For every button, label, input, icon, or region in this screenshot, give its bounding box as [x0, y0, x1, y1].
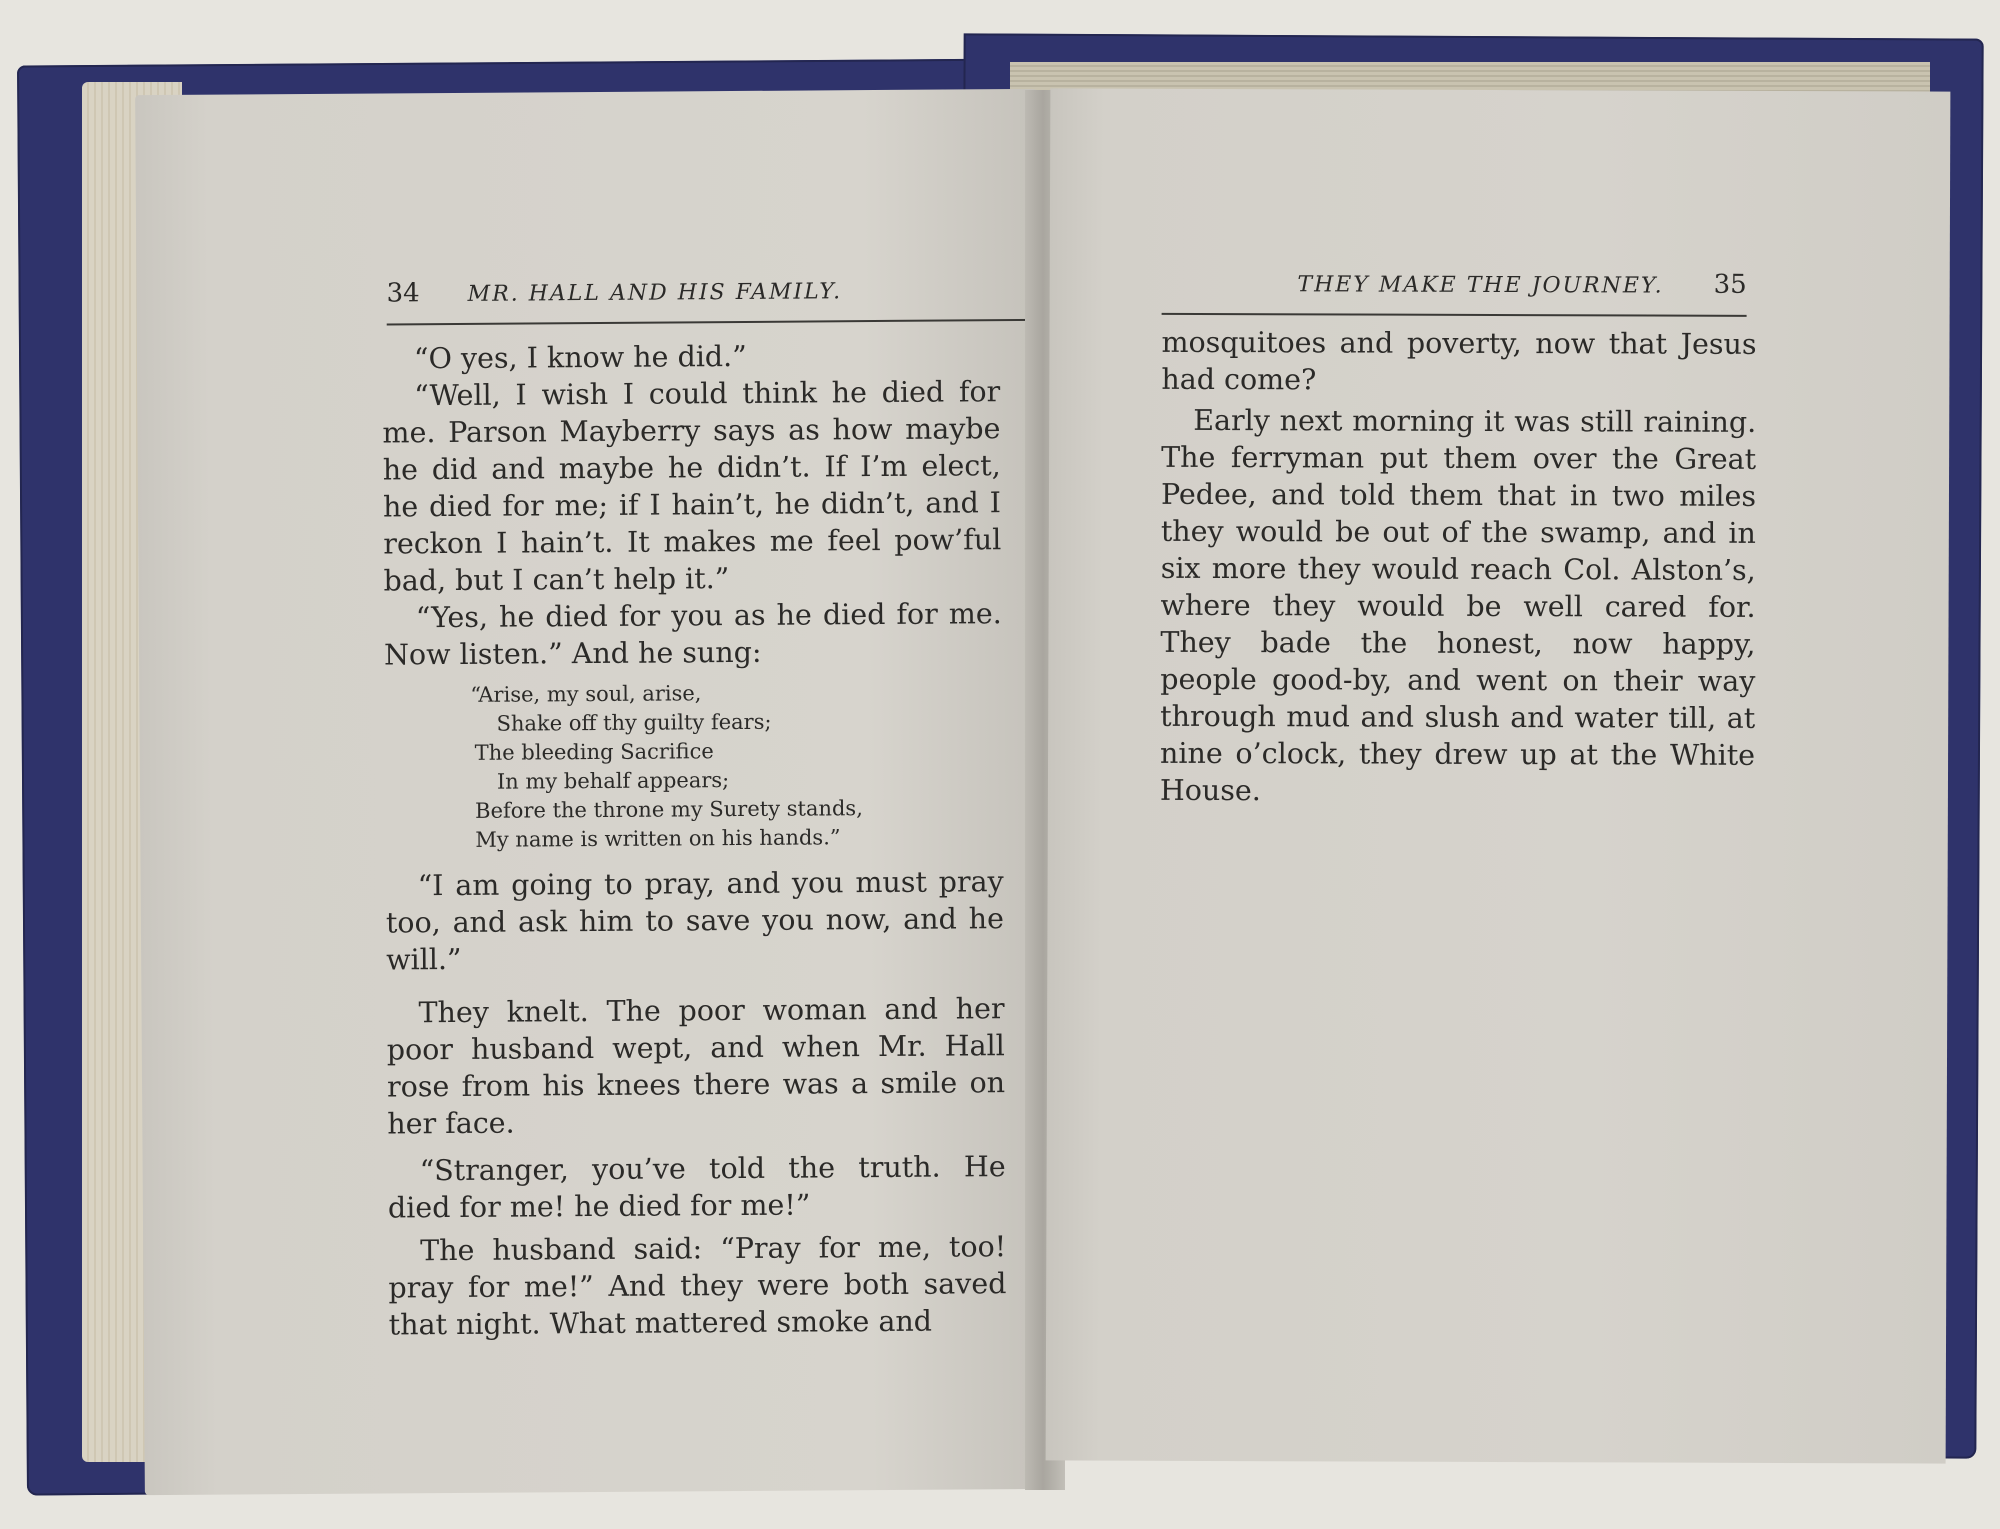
paragraph: “Well, I wish I could think he died for me. Parson Mayberry says as how maybe he did and maybe he didn’t. If I’m elect, he died for me; if I hain’t, he didn’t, and I reckon I hain’t. It makes me feel pow’ful bad, but I can’t help it.” [382, 375, 1002, 598]
paragraph: mosquitoes and poverty, now that Jesus had come? [1161, 325, 1757, 397]
paragraph: They knelt. The poor woman and her poor husband wept, and when Mr. Hall rose from his knees there was a smile on her face. [386, 992, 1006, 1141]
paragraph: Early next morning it was still raining. The ferryman put them over the Great Pedee, and told them that in two miles they would be out of the swamp, and in six more they would reach Col. Alston’s, where they would be well cared for. They bade the honest, now happy, people good-by, and went on their way through mud and slush and water till, at nine o’clock, they drew up at the White House. [1159, 403, 1757, 808]
paragraph: The husband said: “Pray for me, too! pray for me!” And they were both saved that night. What mattered smoke and [388, 1230, 1007, 1342]
paragraph: “O yes, I know he did.” [413, 339, 747, 376]
verse-line: Shake off thy guilty fears; [496, 709, 772, 736]
running-head-right: THEY MAKE THE JOURNEY. [1297, 272, 1664, 299]
paragraph: “Yes, he died for you as he died for me. Now listen.” And he sung: [383, 597, 1002, 672]
right-page-header [1162, 265, 1747, 317]
page-number-left: 34 [386, 278, 420, 309]
verse-line: My name is written on his hands.” [475, 825, 841, 852]
left-page-body [382, 336, 1007, 1343]
hymn-verse [384, 677, 1003, 855]
page-number-right: 35 [1713, 269, 1747, 300]
paragraph: “I am going to pray, and you must pray too, and ask him to save you now, and he will.” [385, 865, 1005, 977]
verse-line: The bleeding Sacrifice [474, 739, 714, 765]
left-page-header [386, 270, 1054, 325]
page-edges-top-right [1010, 62, 1930, 92]
verse-line: In my behalf appears; [496, 768, 730, 794]
running-head-left: MR. HALL AND HIS FAMILY. [467, 279, 843, 307]
right-page-body [1160, 324, 1757, 811]
verse-line: Before the throne my Surety stands, [475, 796, 863, 823]
verse-line: “Arise, my soul, arise, [470, 681, 702, 707]
paragraph: “Stranger, you’ve told the truth. He died for me! he died for me!” [387, 1150, 1006, 1225]
right-page [1046, 88, 1951, 1463]
left-page [135, 89, 1055, 1495]
